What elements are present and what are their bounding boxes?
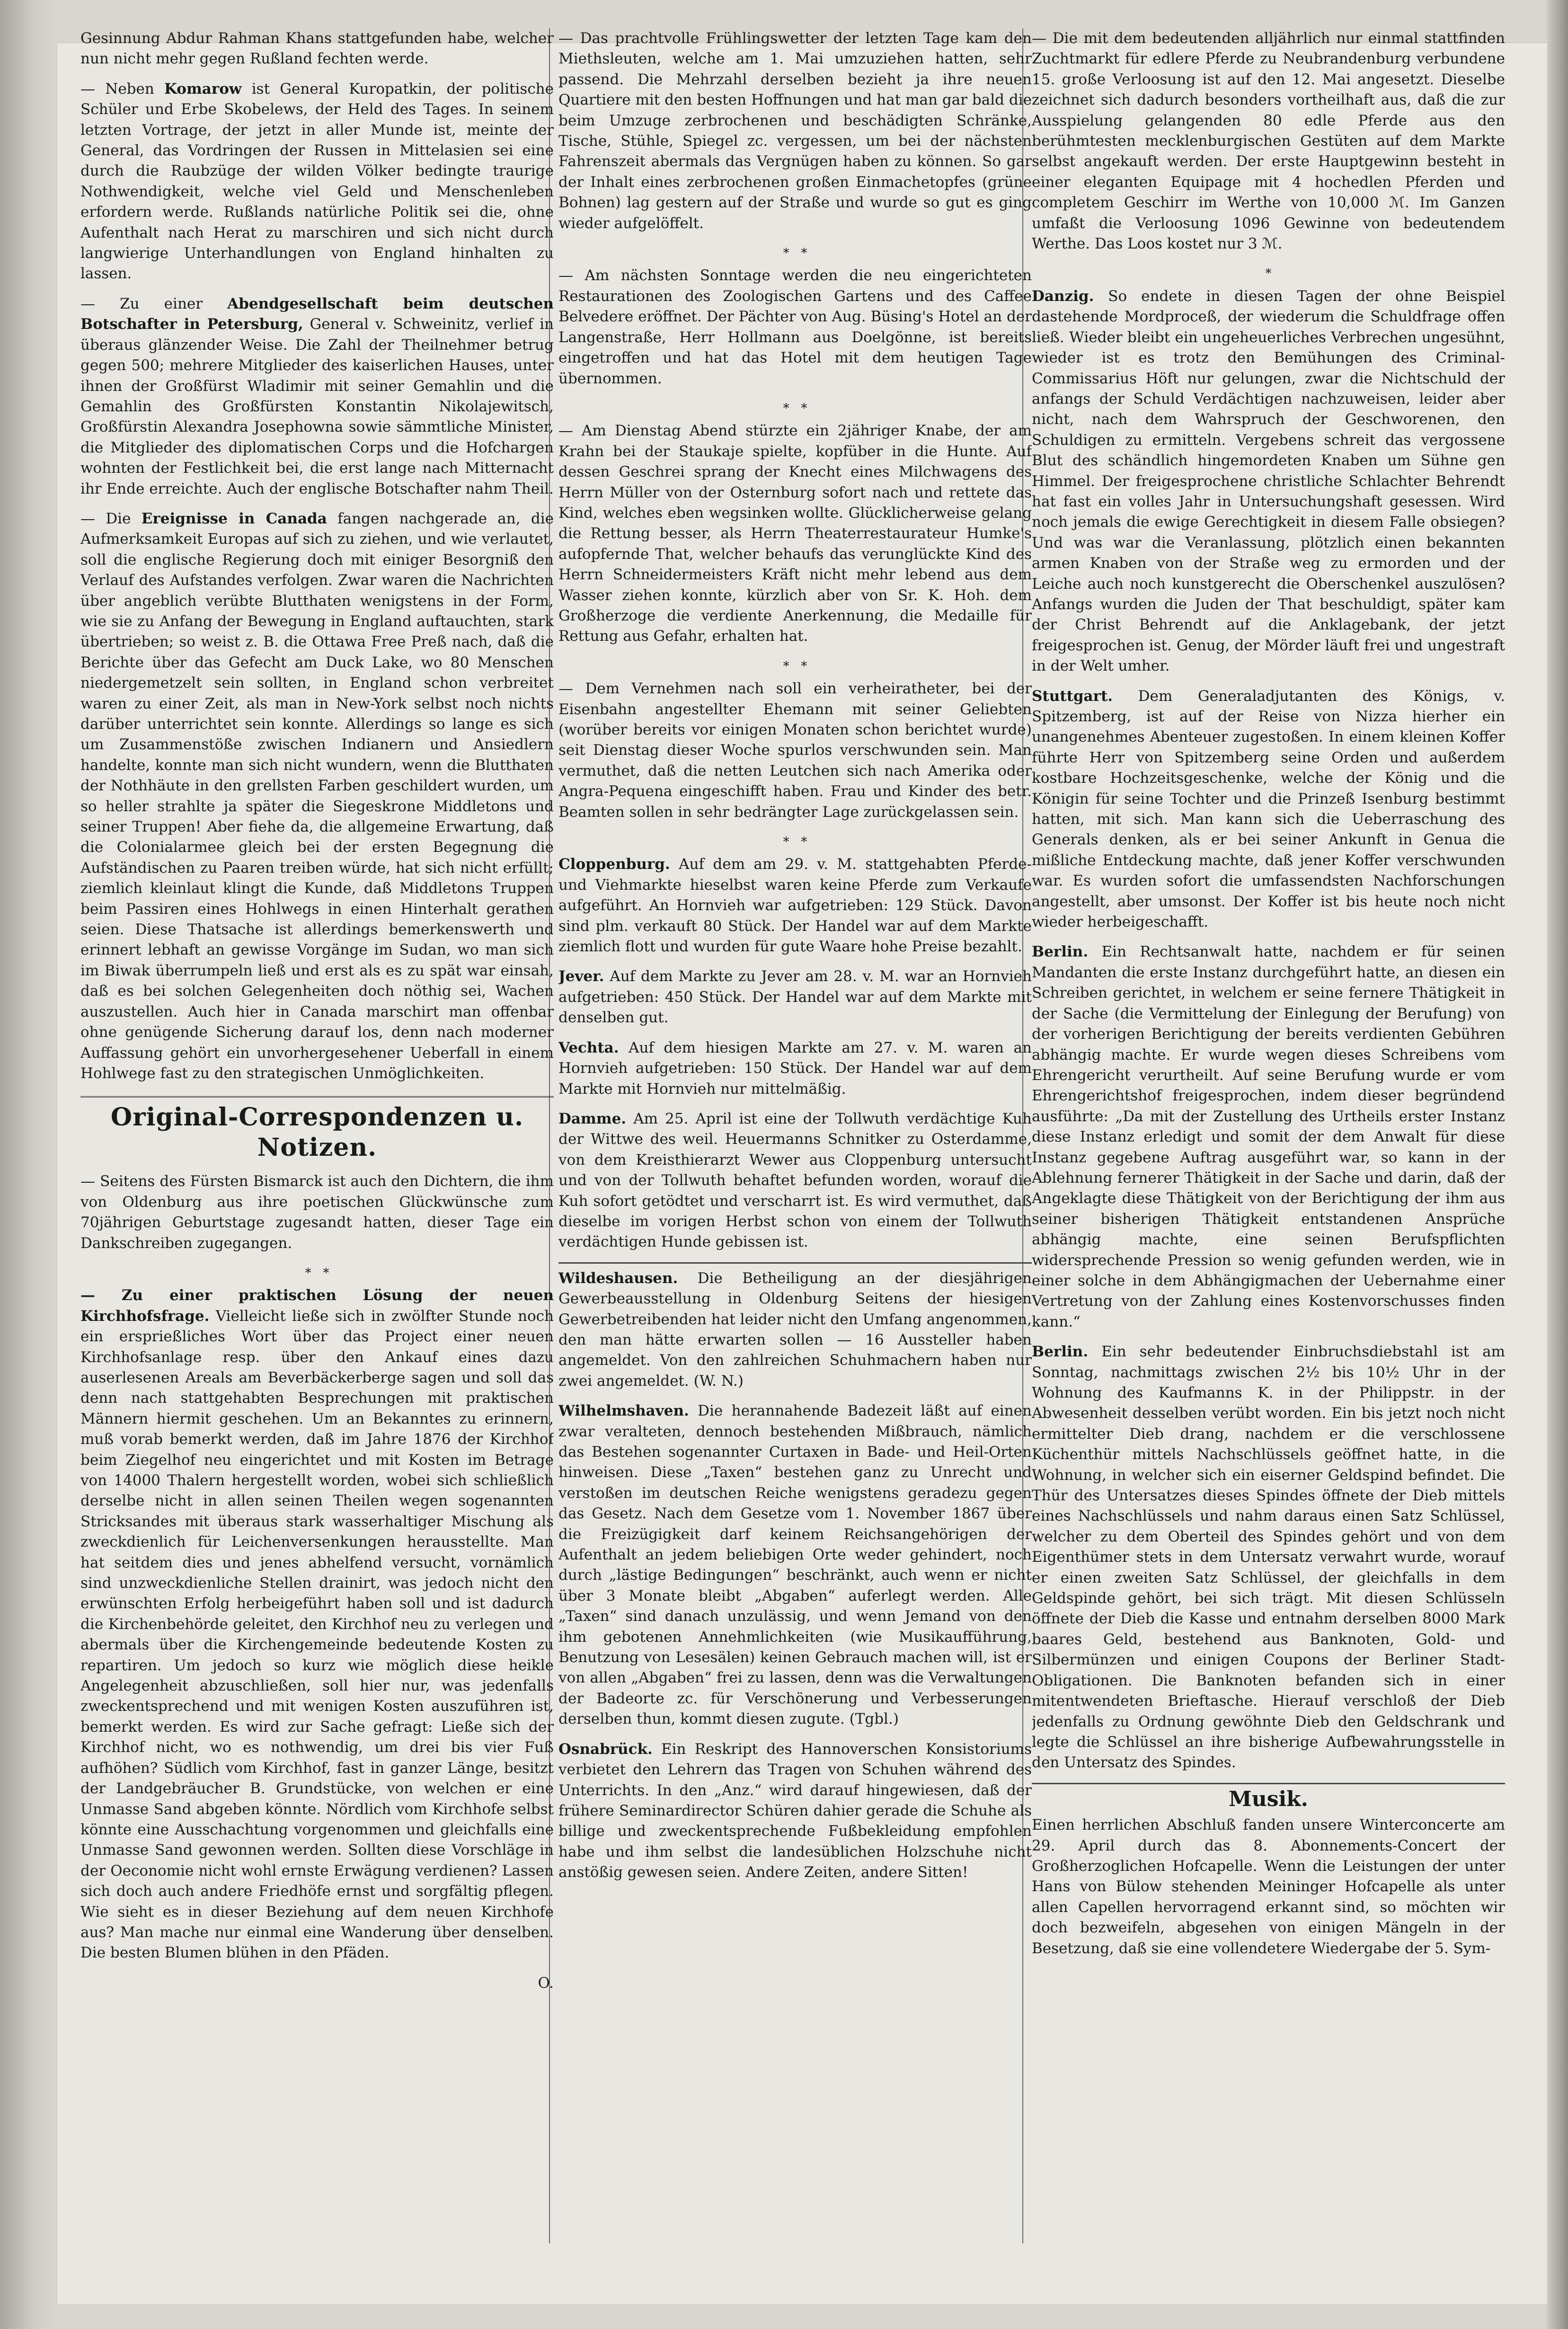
article-musik: Einen herrlichen Abschluß fanden unsere Winterconcerte am 29. April durch das 8. Abonnements-Concert der Großherzoglichen Hofcapelle. Wenn die Leistungen der unter Hans von Bülow stehenden Meininger Hofcapelle als unter allen Capellen hervorragend erkannt sind, so möchten wir doch bezweifeln, abgesehen von einigen Mängeln in der Besetzung, daß sie eine vollendetere Wiedergabe der 5. Sym- (1032, 1816, 1505, 1957)
article-berlin-einbruch: Berlin. Ein sehr bedeutender Einbruchsdiebstahl ist am Sonntag, nachmittags zwischen 2½ bis 10½ Uhr in der Wohnung des Kaufmanns K. in der Philippstr. in der Abwesenheit desselben verübt worden. Ein bis jetzt noch nicht ermittelter Dieb drang, nachdem er die verschlossene Küchenthür mittels Nachschlüssels geöffnet hatte, in die Wohnung, in welcher sich ein eiserner Geldspind befindet. Die Thür des Untersatzes dieses Spindes öffnete der Dieb mittels eines Nachschlüssels und nahm daraus einen Satz Schlüssel, welcher zu dem Oberteil des Spindes gehört und von dem Eigenthümer stets in dem Untersatz verwahrt wurde, worauf er einen zweiten Satz Schlüssel, der gleichfalls in dem Geldspinde gehört, bei sich trägt. Mit diesen Schlüsseln öffnete der Dieb die Kasse und entnahm derselben 8000 Mark baares Geld, bestehend aus Banknoten, Gold- und Silbermünzen und einigen Coupons der Berliner Stadt-Obligationen. Die Banknoten befanden sich in einer mitentwendeten Brieftasche. Hierauf verschloß der Dieb jedenfalls zu Ordnung gewöhnte Dieb den Geldschrank und legte die Schlüssel an ihre bisherige Aufbewahrungsstelle in den Untersatz des Spindes. (1032, 1343, 1505, 1771)
dateline: Wilhelmshaven. (558, 1402, 689, 1420)
section-heading-musik: Musik. (1229, 1787, 1308, 1811)
dateline: Cloppenburg. (558, 856, 670, 873)
article-bismarck: — Seitens des Fürsten Bismarck ist auch den Dichtern, die ihm von Oldenburg aus ihre poetischen Glückwünsche zum 70jährigen Geburtstage zugesandt hatten, dieser Tage ein Dankschreiben zugegangen. (80, 1173, 554, 1252)
article-zuchtmarkt: — Die mit dem bedeutenden alljährlich nur einmal stattfinden Zuchtmarkt für edlere Pferde zu Neubrandenburg verbundene 15. große Verloosung ist auf den 12. Mai angesetzt. Dieselbe zeichnet sich dadurch besonders vortheilhaft aus, daß die zur Ausspielung gelangenden 80 edle Pferde aus den berühmtesten mecklenburgischen Gestüten auf dem Markte selbst angekauft werden. Der erste Hauptgewinn besteht in einer eleganten Equipage mit 4 hochedlen Pferden und completem Geschirr im Werthe von 10,000 ℳ. Im Ganzen umfaßt die Verloosung 1096 Gewinne von bedeutendem Werthe. Das Loos kostet nur 3 ℳ. (1032, 30, 1505, 253)
article-komarow: — Neben Komarow ist General Kuropatkin, der politische Schüler und Erbe Skobelews, der Held des Tages. In seinem letzten Vortrage, der jetzt in aller Munde ist, meinte der General, das Vordringen der Russen in Mittelasien sei eine durch die Raubzüge der wilden Völker bedingte traurige Nothwendigkeit, welche viel Geld und Menschenleben erfordern werde. Rußlands natürliche Politik sei die, ohne Aufenthalt nach Herat zu marschiren und sich nicht durch langwierige Unterhandlungen von England hinhalten zu lassen. (80, 80, 554, 283)
article-canada: — Die Ereignisse in Canada fangen nachgerade an, die Aufmerksamkeit Europas auf sich zu ziehen, und wie verlautet, soll die englische Regierung doch mit einiger Besorgniß den Verlauf des Aufstandes verfolgen. Zwar waren die Nachrichten über angeblich verübte Blutthaten wenigstens in der Form, wie sie zu Anfang der Bewegung in England auftauchten, stark übertrieben; so weist z. B. die Ottawa Free Preß nach, daß die Berichte über das Gefecht am Duck Lake, wo 80 Menschen niedergemetzelt sein sollten, in England schon verbreitet waren zu einer Zeit, als man in New-York selbst noch nichts darüber unterrichtet sein konnte. Allerdings so lange es sich um Zusammenstöße zwischen Indianern und Ansiedlern handelte, konnte man sich nicht wundern, wenn die Blutthaten der Nothhäute in den grellsten Farben geschildert wurden, um so heller strahlte ja später die Siegeskrone Middletons und seiner Truppen! Aber fiehe da, die allgemeine Erwartung, daß die Colonialarmee gleich bei der ersten Begegnung die Aufständischen zu Paaren treiben würde, hat sich nicht erfüllt; ziemlich kleinlaut klingt die Kunde, daß Middletons Truppen beim Passiren eines Hohlwegs in einen Hinterhalt gerathen seien. Diese Thatsache ist allerdings bemerkenswerth und erinnert lebhaft an gewisse Vorgänge im Sudan, wo man sich im Biwak überrumpeln ließ und erst als es zu spät war einsah, daß es bei solchen Gelegenheiten doch nöthig sei, Wachen auszustellen. Auch hier in Canada marschirt man offenbar ohne genügende Sicherung darauf los, denn nach moderner Auffassung gehört ein unvorhergesehener Ueberfall in einem Hohlwege fast zu den strategischen Unmöglichkeiten. (80, 510, 554, 1082)
article-berlin-anwalt: Berlin. Ein Rechtsanwalt hatte, nachdem er für seinen Mandanten die erste Instanz durchgeführt hatte, an diesen ein Schreiben gerichtet, in welchem er seine fernere Thätigkeit in der Sache (die Vermittelung der Einlegung der Berufung) von der vorherigen Berichtigung der bereits verdienten Gebühren abhängig machte. Er wurde wegen dieses Schreibens vom Ehrengericht verurtheilt. Auf seine Berufung wurde er vom Ehrengerichtshof freigesprochen, indem dieser begründend ausführte: „Da mit der Zustellung des Urtheils erster Instanz diese Instanz erledigt und somit der dem Anwalt für diese Instanz gegebene Auftrag ausgeführt war, so kann in der Ablehnung fernerer Thätigkeit in der Sache und darin, daß der Angeklagte diese Thätigkeit von der Berichtigung der ihm aus seiner bisherigen Thätigkeit entstandenen Ansprüche abhängig machte, eine seinen Berufspflichten widersprechende Pression so wenig gefunden werden, wie in einer solche in dem Abhängigmachen der Uebernahme einer Vertretung von der Zahlung eines Kostenvorschusses finden kann.“ (1032, 943, 1505, 1330)
separator-asterisks: * * (783, 401, 807, 416)
page-edge-shadow (1547, 0, 1568, 2329)
article-abend-title: Abendgesellschaft beim deutschen Botschafter in Petersburg, (80, 295, 554, 333)
article-signature: O. (538, 1974, 554, 1992)
dateline: Damme. (558, 1110, 627, 1127)
article-vechta: Vechta. Auf dem hiesigen Markte am 27. v. M. waren an Hornvieh aufgetrieben: 150 Stück. Der Handel war auf dem Markte mit Hornvieh nur mittelmäßig. (558, 1039, 1032, 1098)
article-wildeshausen: Wildeshausen. Die Betheiligung an der diesjährigen Gewerbeausstellung in Oldenburg Seitens der hiesigen Gewerbetreibenden hat leider nicht den Umfang angenommen, den man hätte erwarten sollen — 16 Aussteller haben angemeldet. Von den zahlreichen Schuhmachern haben nur zwei angemeldet. (W. N.) (558, 1269, 1032, 1390)
section-divider (1032, 1783, 1505, 1784)
article-canada-title: Ereignisse in Canada (141, 510, 327, 527)
section-heading: Original-Correspondenzen u. Notizen. (80, 1096, 554, 1163)
separator-asterisks: * * (305, 1266, 329, 1280)
dateline: Berlin. (1032, 943, 1089, 961)
column-2 (558, 28, 1032, 2243)
article-damme: Damme. Am 25. April ist eine der Tollwuth verdächtige Kuh der Wittwe des weil. Heuermanns Schnitker zu Osterdamme, von dem Kreisthierarzt Wewer aus Cloppenburg untersucht und von der Tollwuth behaftet befunden worden, worauf die Kuh sofort getödtet und verscharrt ist. Es wird vermuthet, daß dieselbe im vorigen Herbst schon von einem der Tollwuth verdächtigen Hunde gebissen ist. (558, 1110, 1032, 1251)
article-intro: Gesinnung Abdur Rahman Khans stattgefunden habe, welcher nun nicht mehr gegen Rußland fechten werde. (80, 30, 554, 68)
dateline: Osnabrück. (558, 1740, 653, 1758)
dateline: Danzig. (1032, 287, 1094, 305)
article-danzig: Danzig. So endete in diesen Tagen der ohne Beispiel dastehende Mordproceß, der wiederum die Schuldfrage offen ließ. Wieder bleibt ein ungeheuerliches Verbrechen ungesühnt, wieder ist es trotz den Bemühungen des Criminal-Commissarius Höft nur gelungen, zwar die Nichtschuld der anfangs der Schuld Verdächtigen nachzuweisen, leider aber nicht, nach dem Wahrspruch der Geschworenen, den Schuldigen zu ermitteln. Vergebens schreit das vergossene Blut des schändlich hingemordeten Knaben um Sühne gen Himmel. Der freigesprochene christliche Schlachter Behrendt hat fast ein volles Jahr in Untersuchungshaft gesessen. Wird noch jemals die ewige Gerechtigkeit in diesem Falle obsiegen? Und was war die Veranlassung, plötzlich einen bekannten armen Knaben von der Straße weg zu ermorden und der Leiche auch noch kunstgerecht die Oberschenkel auszulösen? Anfangs wurden die Juden der That beschuldigt, später kam der Christ Behrendt auf die Anklagebank, der jetzt freigesprochen ist. Genug, der Mörder läuft frei und ungestraft in der Welt umher. (1032, 287, 1505, 675)
article-jever: Jever. Auf dem Markte zu Jever am 28. v. M. war an Hornvieh aufgetrieben: 450 Stück. Der Handel war auf dem Markte mit denselben gut. (558, 968, 1032, 1027)
article-cloppenburg: Cloppenburg. Auf dem am 29. v. M. stattgehabten Pferde- und Viehmarkte hieselbst waren keine Pferde zum Verkaufe aufgeführt. An Hornvieh war aufgetrieben: 129 Stück. Davon sind plm. verkauft 80 Stück. Der Handel war auf dem Markte ziemlich flott und wurden für gute Waare hohe Preise bezahlt. (558, 856, 1032, 956)
column-1 (80, 28, 554, 2243)
article-kirchhof: — Zu einer praktischen Lösung der neuen Kirchhofsfrage. Vielleicht ließe sich in zwölfter Stunde noch ein ersprießliches Wort über das Project einer neuen Kirchhofsanlage resp. über den Ankauf eines dazu auserlesenen Areals am Beverbäckerberge sagen und soll das denn nach stattgehabten Besprechungen mit praktischen Männern hiermit geschehen. Um an Bekanntes zu erinnern, muß vorab bemerkt werden, daß im Jahre 1876 der Kirchhof beim Ziegelhof neu eingerichtet und mit Kosten im Betrage von 14000 Thalern hergestellt worden, wobei sich schließlich derselbe nicht in allen seinen Theilen wegen sogenannten Stricksandes mit überaus stark wasserhaltiger Mischung als zweckdienlich für Leichenversenkungen herausstellte. Man hat seitdem dies und jenes abhelfend versucht, vornämlich sind unzweckdienliche Stellen drainirt, was jedoch nicht den erwünschten Erfolg herbeigeführt haben soll und ist dadurch die Kirchenbehörde geleitet, den Kirchhof neu zu verlegen und abermals über die Kirchengemeinde bedeutende Kosten zu repartiren. Um jedoch so kurz wie möglich diese heikle Angelegenheit abzuschließen, soll hier nur, was jedenfalls zweckentsprechend und mit wenigen Kosten auszuführen ist, bemerkt werden. Es wird zur Sache gefragt: Ließe sich der Kirchhof nicht, wo es nothwendig, um drei bis vier Fuß aufhöhen? Südlich vom Kirchhof, fast in ganzer Länge, besitzt der Landgebräucher B. Grundstücke, von welchen er eine Unmasse Sand abgeben könnte. Nördlich vom Kirchhofe selbst könnte eine Ausschachtung vorgenommen und gleichfalls eine Unmasse Sand gewonnen werden. Sollten diese Vorschläge in der Oeconomie nicht wohl ernste Erwägung verdienen? Lassen sich doch auch andere Friedhöfe ernst und sorgfältig pflegen. Wie sieht es in dieser Beziehung auf dem neuen Kirchhofe aus? Man mache nur einmal eine Wanderung über denselben. Die besten Blumen blühen in den Pfäden. (80, 1287, 554, 1962)
article-osnabrueck: Osnabrück. Ein Reskript des Hannoverschen Konsistoriums verbietet den Lehrern das Tragen von Schuhen während des Unterrichts. In den „Anz.“ wird darauf hingewiesen, daß der frühere Seminardirector Schüren dahier gerade die Schuhe als billige und zweckentsprechende Fußbekleidung empfohlen habe und ihm selbst die landesüblichen Holzschuhe nicht anstößig gewesen seien. Andere Zeiten, andere Sitten! (558, 1740, 1032, 1881)
column-3 (1032, 28, 1505, 2243)
article-abendgesellschaft: — Zu einer Abendgesellschaft beim deutschen Botschafter in Petersburg, General v. Schweinitz, verlief in überaus glänzender Weise. Die Zahl der Theilnehmer betrug gegen 500; mehrere Mitglieder des kaiserlichen Hauses, unter ihnen der Großfürst Wladimir mit seiner Gemahlin und die Gemahlin des Großfürsten Konstantin Nikolajewitsch, Großfürstin Alexandra Josephowna sowie sämmtliche Minister, die Mitglieder des diplomatischen Corps und die Hofchargen wohnten der Festlichkeit bei, die erst lange nach Mitternacht ihr Ende erreichte. Auch der englische Botschafter nahm Theil. (80, 295, 554, 497)
article-verschwunden: — Dem Vernehmen nach soll ein verheiratheter, bei der Eisenbahn angestellter Ehemann mit seiner Geliebten (worüber bereits vor einigen Monaten schon berichtet wurde) seit Dienstag dieser Woche spurlos verschwunden sein. Man vermuthet, daß die netten Leutchen sich nach Amerika oder Angra-Pequena eingeschifft haben. Frau und Kinder des betr. Beamten sollen in sehr bedrängter Lage zurückgelassen sein. (558, 680, 1032, 821)
dateline: Stuttgart. (1032, 687, 1113, 705)
dateline: Jever. (558, 968, 604, 985)
separator-asterisks: * * (783, 835, 807, 850)
dateline: Wildeshausen. (558, 1269, 678, 1287)
article-knabe: — Am Dienstag Abend stürzte ein 2jähriger Knabe, der am Krahn bei der Staukaje spielte, kopfüber in die Hunte. Auf dessen Geschrei sprang der Knecht eines Milchwagens des Herrn Müller von der Osternburg sofort nach und rettete das Kind, welches eben wegsinken wollte. Glücklicherweise gelang die Rettung besser, als Herrn Theaterrestaurateur Humke's aufopfernde That, welcher behaufs das verunglückte Kind des Herrn Schneidermeisters Kräft nicht mehr lebend aus dem Wasser ziehen konnte, kürzlich aber von Sr. K. Hoh. dem Großherzoge die verdiente Anerkennung, die Medaille für Rettung aus Gefahr, erhalten hat. (558, 422, 1032, 645)
separator-asterisks: * (1265, 266, 1272, 281)
separator-asterisks: * * (783, 246, 807, 261)
dateline: Berlin. (1032, 1343, 1089, 1361)
separator-asterisks: * * (783, 659, 807, 673)
article-restaurationen: — Am nächsten Sonntage werden die neu eingerichteten Restaurationen des Zoologischen Gartens und des Caffee Belvedere eröffnet. Der Pächter von Aug. Büsing's Hotel an der Langenstraße, Herr Hollmann aus Doelgönne, ist bereits eingetroffen und hat das Hotel mit dem heutigen Tage übernommen. (558, 267, 1032, 387)
article-komarow-keyword: Komarow (164, 80, 242, 97)
article-fruehlingswetter: — Das prachtvolle Frühlingswetter der letzten Tage kam den Miethsleuten, welche am 1. Mai umzuziehen hatten, sehr passend. Die Mehrzahl derselben bezieht ja ihre neuen Quartiere mit den besten Hoffnungen und hat man gar bald die beim Umzuge zerbrochenen und beschädigten Schränke, Tische, Stühle, Spiegel zc. vergessen, um bei der nächsten Fahrenszeit abermals das Vergnügen haben zu können. So gar der Inhalt eines zerbrochenen großen Einmachetopfes (grüne Bohnen) lag gestern auf der Straße und wurde so gut es ging wieder aufgelöffelt. (558, 30, 1032, 232)
article-wilhelmshaven: Wilhelmshaven. Die herannahende Badezeit läßt auf einen zwar veralteten, dennoch bestehenden Mißbrauch, nämlich das Bestehen sogenannter Curtaxen in Bade- und Heil-Orten hinweisen. Diese „Taxen“ bestehen ganz zu Unrecht und verstoßen im deutschen Reiche wenigstens geradezu gegen das Gesetz. Nach dem Gesetze vom 1. November 1867 über die Freizügigkeit darf keinem Reichsangehörigen der Aufenthalt an jedem beliebigen Orte weder gehindert, noch durch „lästige Bedingungen“ beschränkt, auch wenn er nicht über 3 Monate bleibt „Abgaben“ auferlegt werden. Alle „Taxen“ sind danach unzulässig, und wenn Jemand von den ihm gebotenen Annehmlichkeiten (wie Musikaufführung, Benutzung von Lesesälen) keinen Gebrauch machen will, ist er von allen „Abgaben“ frei zu lassen, denn was die Verwaltungen der Badeorte zc. für Verschönerung und Verbesserungen derselben thun, kommt diesen zugute. (Tgbl.) (558, 1402, 1032, 1728)
dateline: Vechta. (558, 1039, 619, 1056)
article-stuttgart: Stuttgart. Dem Generaladjutanten des Königs, v. Spitzemberg, ist auf der Reise von Nizza hierher ein unangenehmes Abenteuer zugestoßen. In einem kleinen Koffer führte Herr von Spitzemberg seine Orden und außerdem kostbare Hochzeitsgeschenke, welche der König und die Königin für seine Tochter und die Prinzeß Isenburg bestimmt hatten, mit sich. Man kann sich die Ueberraschung des Generals denken, als er bei seiner Ankunft in Genua die mißliche Entdeckung machte, daß jener Koffer verschwunden war. Es wurden sofort die umfassendsten Nachforschungen angestellt, aber umsonst. Der Koffer ist bis heute noch nicht wieder herbeigeschafft. (1032, 687, 1505, 931)
article-kirchhof-title: — Zu einer praktischen Lösung der neuen Kirchhofsfrage. (80, 1287, 554, 1325)
book-gutter-shadow (0, 0, 57, 2329)
section-divider (558, 1262, 1032, 1264)
